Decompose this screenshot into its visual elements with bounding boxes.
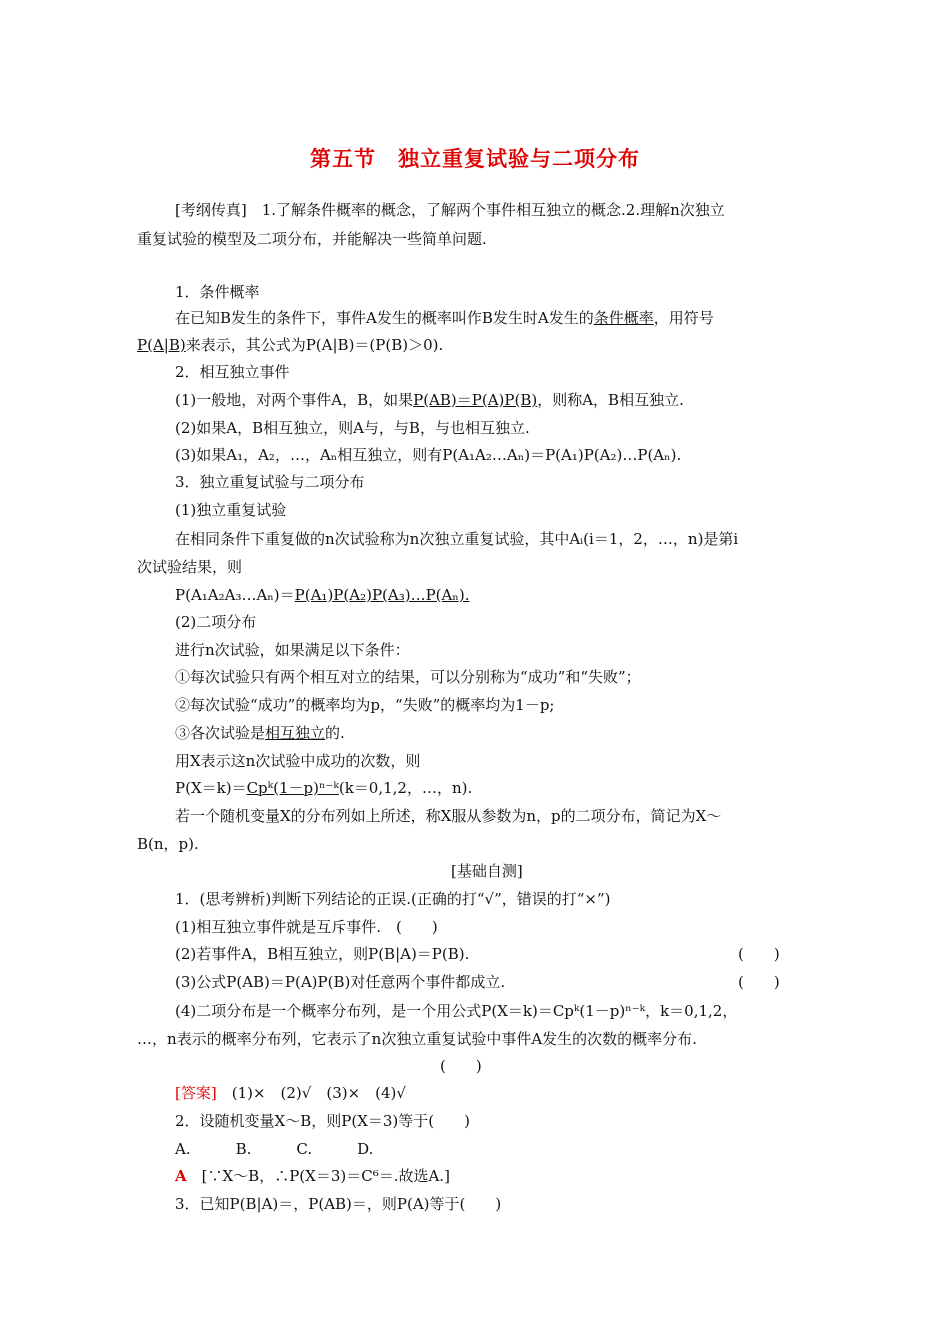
answer-label: A (175, 1167, 187, 1185)
question-2-options: A. B. C. D. (175, 1140, 374, 1158)
answer-parentheses: ( ) (738, 945, 780, 963)
answer-text: (1)× (2)√ (3)× (4)√ (216, 1084, 406, 1102)
answer-parentheses: ( ) (440, 1057, 482, 1075)
question-2: 2．设随机变量X～B，则P(X＝3)等于( ) (175, 1112, 470, 1130)
binomial-definition-2: B(n，p). (137, 835, 199, 853)
text: (k＝0,1,2，…，n). (338, 779, 473, 797)
section-3-para-2: 次试验结果，则 (137, 558, 243, 576)
underlined-term: P(A₁)P(A₂)P(A₃)…P(Aₙ). (294, 586, 470, 604)
condition-2: ②每次试验“成功”的概率均为p，“失败”的概率均为1－p; (175, 696, 555, 714)
answer-parentheses: ( ) (738, 973, 780, 991)
section-1-para-1 (175, 308, 714, 328)
question-1-item-4-a: (4)二项分布是一个概率分布列，是一个用公式P(X＝k)＝Cpᵏ(1－p)ⁿ⁻ᵏ，k＝0,1,2， (175, 1002, 738, 1020)
intro-line-1: [考纲传真] 1.了解条件概率的概念，了解两个事件相互独立的概念.2.理解n次独立 (175, 201, 725, 219)
x-definition: 用X表示这n次试验中成功的次数，则 (175, 752, 421, 770)
underlined-term: P(A|B) (137, 336, 186, 354)
question-1-item-1: (1)相互独立事件就是互斥事件. ( ) (175, 918, 438, 936)
text: P(X＝k)＝ (175, 779, 247, 797)
question-1-item-2: (2)若事件A，B相互独立，则P(B|A)＝P(B). (175, 945, 470, 963)
binomial-definition-1: 若一个随机变量X的分布列如上所述，称X服从参数为n，p的二项分布，简记为X～ (175, 807, 722, 825)
text: P(A₁A₂A₃…Aₙ)＝ (175, 586, 295, 604)
text: ③各次试验是 (175, 724, 266, 742)
answer-text: [∵X～B，∴P(X＝3)＝C⁶＝.故选A.] (186, 1167, 450, 1185)
section-3-formula-1 (175, 585, 469, 605)
self-test-heading: [基础自测] (451, 862, 523, 880)
binomial-formula (175, 778, 472, 798)
text: ，用符号 (653, 309, 714, 327)
question-1-item-3: (3)公式P(AB)＝P(A)P(B)对任意两个事件都成立. (175, 973, 506, 991)
condition-1: ①每次试验只有两个相互对立的结果，可以分别称为“成功”和“失败”； (175, 668, 641, 686)
underlined-term: Cpᵏ(1－p)ⁿ⁻ᵏ (246, 779, 339, 797)
question-2-answer (175, 1166, 450, 1186)
question-1-item-4-b: …，n表示的概率分布列，它表示了n次独立重复试验中事件A发生的次数的概率分布. (137, 1030, 697, 1048)
section-3-sub-2: (2)二项分布 (175, 613, 257, 631)
condition-3 (175, 723, 345, 743)
answer-line (175, 1083, 406, 1103)
section-2-line-2: (2)如果A，B相互独立，则A与，与B，与也相互独立. (175, 419, 530, 437)
section-1-para-2 (137, 335, 443, 355)
text: 在已知B发生的条件下，事件A发生的概率叫作B发生时A发生的 (175, 309, 594, 327)
question-1: 1．(思考辨析)判断下列结论的正误.(正确的打“√”，错误的打“×”) (175, 890, 611, 908)
section-2-line-1 (175, 390, 684, 410)
text: (1)一般地，对两个事件A，B，如果 (175, 391, 414, 409)
page-title: 第五节 独立重复试验与二项分布 (310, 147, 640, 171)
section-1-heading: 1．条件概率 (175, 283, 260, 301)
text: ，则称A，B相互独立. (537, 391, 684, 409)
intro-line-2: 重复试验的模型及二项分布，并能解决一些简单问题. (137, 230, 487, 248)
underlined-term: P(AB)＝P(A)P(B) (413, 391, 538, 409)
underlined-term: 条件概率 (593, 309, 654, 327)
underlined-term: 相互独立 (265, 724, 326, 742)
question-3: 3．已知P(B|A)＝，P(AB)＝，则P(A)等于( ) (175, 1195, 502, 1213)
section-3-heading: 3．独立重复试验与二项分布 (175, 473, 365, 491)
section-3-sub-1: (1)独立重复试验 (175, 501, 287, 519)
text: 来表示，其公式为P(A|B)＝(P(B)＞0). (185, 336, 444, 354)
conditions-intro: 进行n次试验，如果满足以下条件： (175, 641, 410, 659)
section-2-line-3: (3)如果A₁，A₂，…，Aₙ相互独立，则有P(A₁A₂…Aₙ)＝P(A₁)P(A₂)…P(Aₙ). (175, 446, 682, 464)
section-3-para-1: 在相同条件下重复做的n次试验称为n次独立重复试验，其中Aᵢ(i＝1，2，…，n)是第i (175, 530, 739, 548)
text: 的. (325, 724, 345, 742)
answer-label: [答案] (175, 1084, 217, 1102)
section-2-heading: 2．相互独立事件 (175, 363, 290, 381)
